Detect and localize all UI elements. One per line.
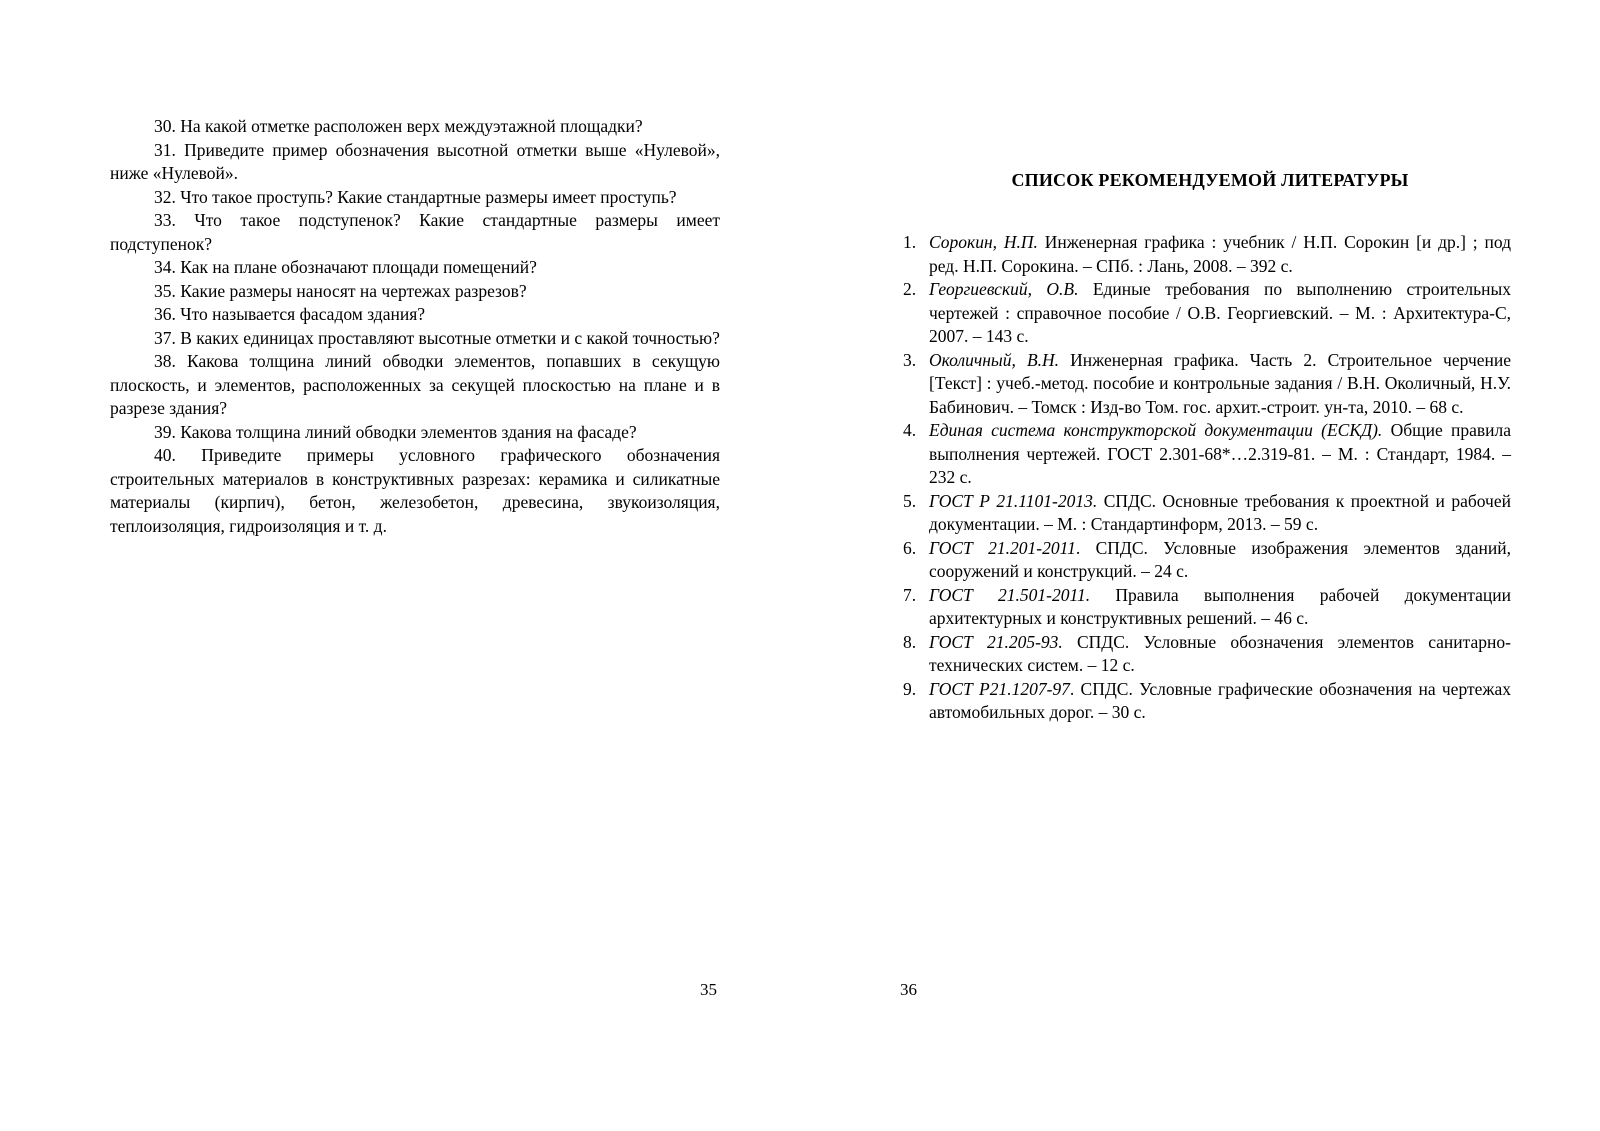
references-list [903,231,1511,725]
reference-author: Георгиевский, О.В. [929,279,1079,299]
reference-author: Единая система конструкторской документации (ЕСКД). [929,420,1383,440]
reference-number: 3. [903,349,917,370]
question-item: 32. Что такое проступь? Какие стандартные размеры имеет проступь? [154,186,677,207]
bibliography-title: СПИСОК РЕКОМЕНДУЕМОЙ ЛИТЕРАТУРЫ [1011,170,1409,190]
question-item: 35. Какие размеры наносят на чертежах разрезов? [154,280,527,301]
question-item: 34. Как на плане обозначают площади помещений? [154,257,537,277]
reference-text: Инженерная графика. Часть 2. Строительное черчение [Текст] : учеб.-метод. пособие и контрольные задания / В.Н. Околичный, Н.У. Бабинович. – Томск : Изд-во Том. гос. архит.-строит. ун-та, 2010. – 68 с. [929,349,1512,417]
reference-number: 6. [903,537,917,558]
reference-text: Правила выполнения рабочей документации архитектурных и конструктивных решений. – 46 с. [929,584,1511,628]
reference-text: . СПДС. Условные графические обозначения на чертежах автомобильных дорог. – 30 с. [929,678,1511,722]
question-item: 37. В каких единицах проставляют высотные отметки и с какой точностью? [154,327,720,348]
reference-author: ГОСТ Р 21.1101-2013. [929,490,1098,511]
reference-author: ГОСТ 21.205-93. [929,631,1063,652]
reference-text: Общие правила выполнения чертежей. ГОСТ 2.301-68*…2.319-81. – М. : Стандарт, 1984. – 232 с. [929,420,1511,487]
reference-number: 4. [903,420,917,440]
question-item: 31. Приведите пример обозначения высотной отметки выше «Нулевой», ниже «Нулевой». [110,139,720,183]
reference-number: 7. [903,584,917,605]
reference-item [903,537,1511,584]
reference-item [903,349,1511,420]
page-number-left: 35 [700,980,717,999]
reference-number: 5. [903,490,917,511]
question-item: 30. На какой отметке расположен верх междуэтажной площадки? [154,116,643,136]
question-item: 39. Какова толщина линий обводки элементов здания на фасаде? [154,421,637,442]
reference-text: . СПДС. Условные изображения элементов зданий, сооружений и конструкций. – 24 с. [929,537,1512,581]
questions-list [110,115,720,538]
reference-item [903,678,1511,725]
question-item: 33. Что такое подступенок? Какие стандартные размеры имеет подступенок? [110,210,720,254]
reference-item [903,490,1511,537]
reference-text: Инженерная графика : учебник / Н.П. Сорокин [и др.] ; под ред. Н.П. Сорокина. – СПб. : Лань, 2008. – 392 с. [929,232,1512,276]
right-page [800,0,1600,1131]
reference-number: 9. [903,678,917,699]
reference-item [903,231,1511,278]
reference-text: Единые требования по выполнению строительных чертежей : справочное пособие / О.В. Георгиевский. – М. : Архитектура-С, 2007. – 143 с. [929,279,1511,346]
reference-item [903,419,1511,490]
reference-item [903,278,1511,349]
reference-item [903,584,1511,631]
question-item: 40. Приведите примеры условного графического обозначения строительных материалов в конструктивных разрезах: керамика и силикатные материалы (кирпич), бетон, железобетон, древесина, звукоизоляция, теплоизоляция, гидроизоляция и т. д. [110,445,720,536]
reference-author: ГОСТ Р21.1207-97 [929,678,1070,699]
reference-item [903,631,1511,678]
reference-author: Околичный, В.Н. [929,349,1060,370]
reference-author: ГОСТ 21.501-2011. [929,584,1091,605]
reference-text: СПДС. Условные обозначения элементов санитарно-технических систем. – 12 с. [929,631,1511,675]
reference-number: 1. [903,232,917,252]
reference-number: 2. [903,279,917,299]
question-item: 36. Что называется фасадом здания? [154,304,426,324]
reference-text: СПДС. Основные требования к проектной и рабочей документации. – М. : Стандартинформ, 2013. – 59 с. [929,490,1511,534]
question-item: 38. Какова толщина линий обводки элементов, попавших в секущую плоскость, и элементов, расположенных за секущей плоскостью на плане и в разрезе здания? [110,351,720,418]
reference-author: Сорокин, Н.П. [929,232,1038,252]
page-number-right: 36 [900,980,917,999]
reference-author: ГОСТ 21.201-2011 [929,537,1076,558]
reference-number: 8. [903,631,917,652]
